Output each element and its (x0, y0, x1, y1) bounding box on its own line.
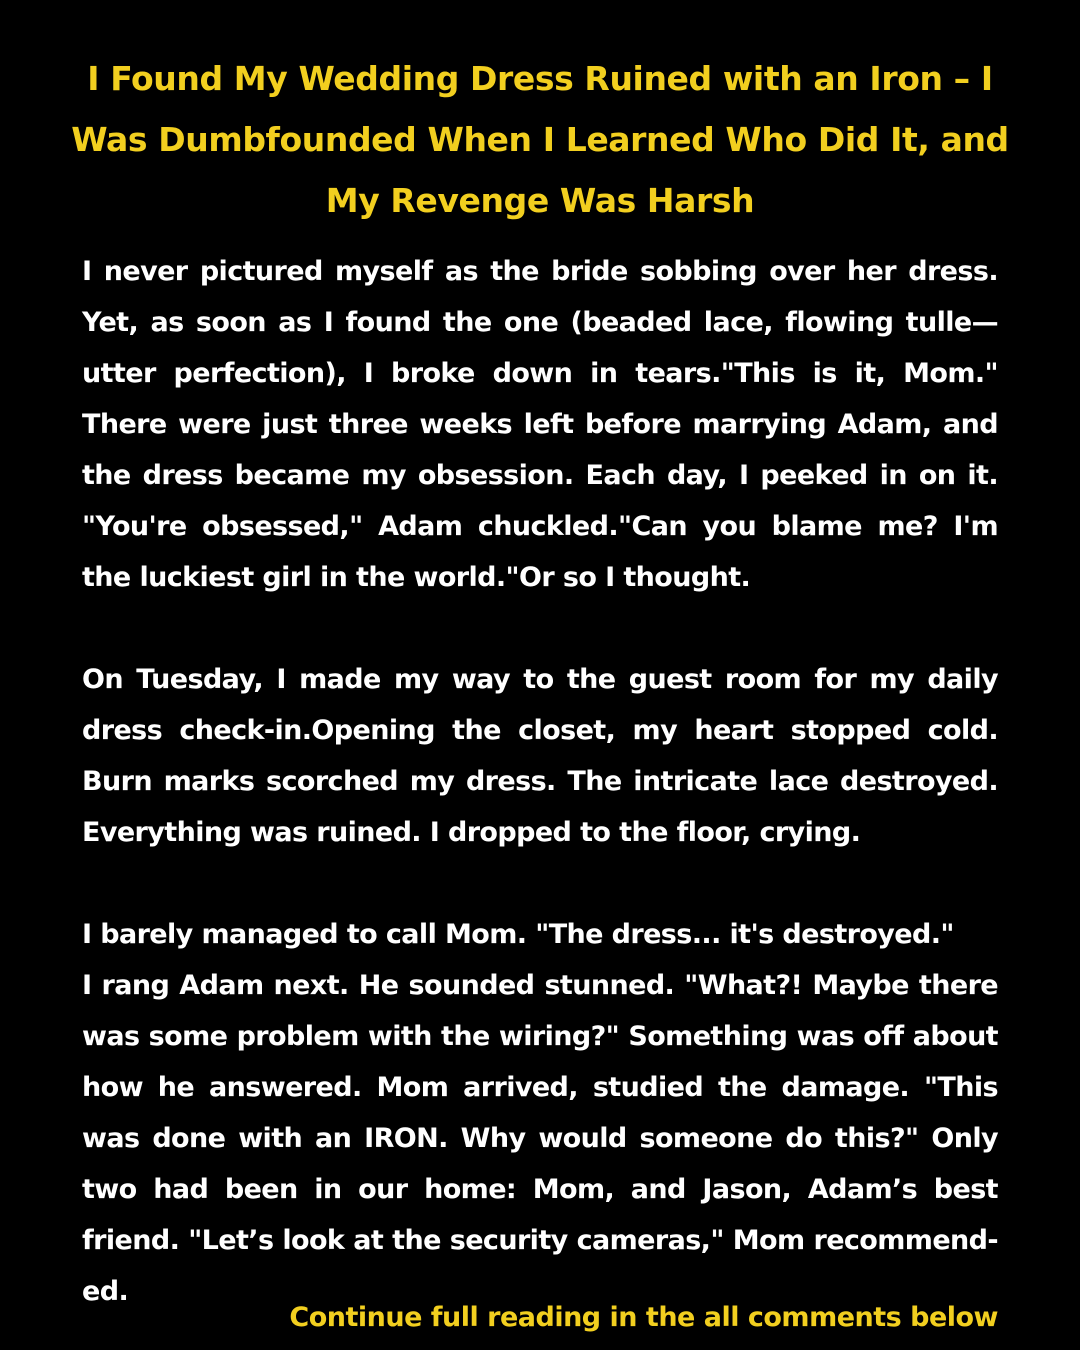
continue-reading-caption: Continue full reading in the all comments below (289, 1302, 998, 1333)
story-paragraph: I never pictured myself as the bride sobbing over her dress. Yet, as soon as I found the one (beaded lace, flowing tulle—utter perfection), I broke down in tears."This is it, Mom." There were just three weeks left before marrying Adam, and the dress became my obsession. Each day, I peeked in on it. "You're obsessed," Adam chuckled."Can you blame me? I'm the luckiest girl in the world."Or so I thought. (82, 256, 998, 593)
story-paragraph: On Tuesday, I made my way to the guest room for my daily dress check-in.Opening the closet, my heart stopped cold. Burn marks scorched my dress. The intricate lace destroyed. Everything was ruined. I dropped to the floor, crying. (82, 664, 998, 848)
headline: I Found My Wedding Dress Ruined with an Iron – I Was Dumbfounded When I Learned Who Did It, and My Revenge Was Harsh (71, 59, 1009, 220)
story-body (82, 246, 998, 1307)
story-paragraph: I barely managed to call Mom. "The dress... it's destroyed." I rang Adam next. He sounded stunned. "What?! Maybe there was some problem with the wiring?" Something was off about how he answered. Mom arrived, studied the damage. "This was done with an IRON. Why would someone do this?" Only two had been in our home: Mom, and Jason, Adam’s best friend. "Let’s look at the security cameras," Mom recommend-ed. (82, 919, 998, 1307)
